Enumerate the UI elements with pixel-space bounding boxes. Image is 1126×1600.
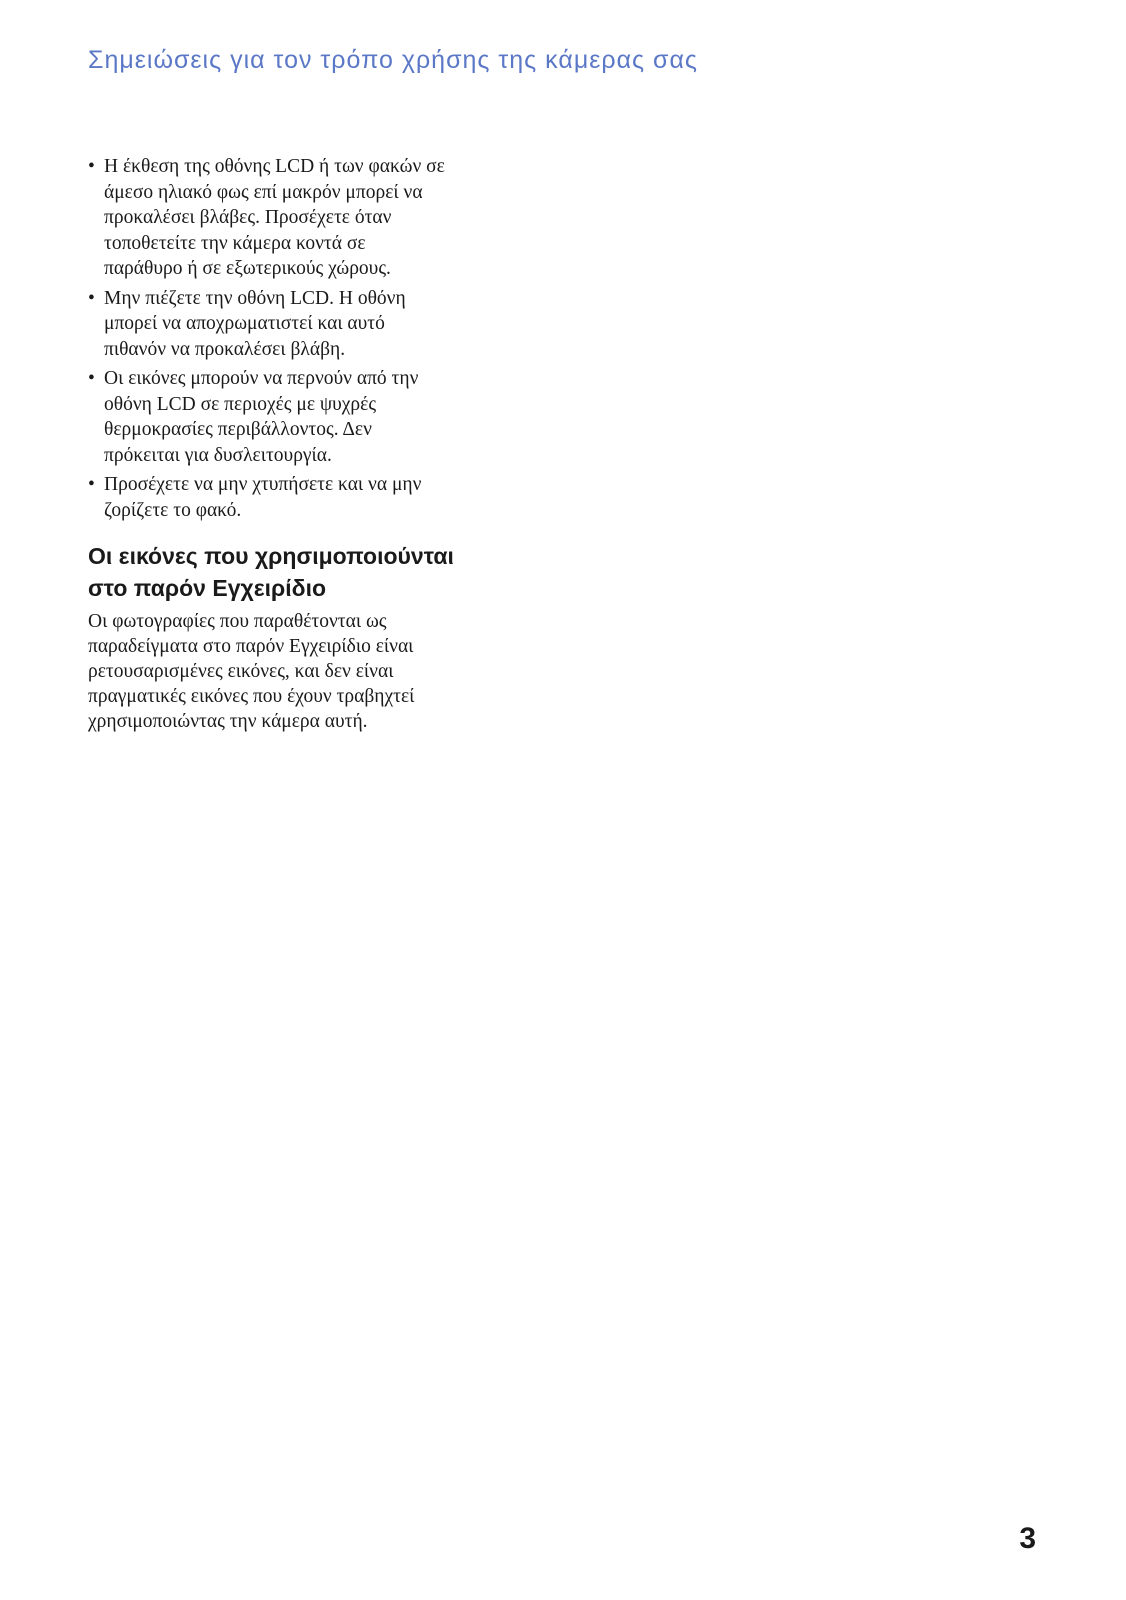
bullet-line: πιθανόν να προκαλέσει βλάβη. xyxy=(104,338,346,360)
bullet-line: άμεσο ηλιακό φως επί μακρόν μπορεί να xyxy=(104,181,423,203)
bullet-line: Προσέχετε να μην χτυπήσετε και να μην xyxy=(104,474,422,495)
bullet-line: πρόκειται για δυσλειτουργία. xyxy=(104,444,332,466)
section-body-line: πραγματικές εικόνες που έχουν τραβηχτεί xyxy=(88,686,415,707)
section-heading xyxy=(88,540,548,604)
notes-bullet-list xyxy=(88,154,548,527)
page-title: Σημειώσεις για τον τρόπο χρήσης της κάμερας σας xyxy=(88,46,698,74)
section-body-line: χρησιμοποιώντας την κάμερα αυτή. xyxy=(88,711,368,732)
section-heading-line: Οι εικόνες που χρησιμοποιούνται xyxy=(88,543,454,569)
bullet-line: προκαλέσει βλάβες. Προσέχετε όταν xyxy=(104,207,392,228)
bullet-line: παράθυρο ή σε εξωτερικούς χώρους. xyxy=(104,258,391,279)
bullet-line: θερμοκρασίες περιβάλλοντος. Δεν xyxy=(104,419,372,440)
bullet-dot: • xyxy=(88,287,95,309)
section-heading-line: στο παρόν Εγχειρίδιο xyxy=(88,575,327,601)
bullet-line: μπορεί να αποχρωματιστεί και αυτό xyxy=(104,313,385,334)
bullet-dot: • xyxy=(88,156,95,177)
section-body-line: ρετουσαρισμένες εικόνες, και δεν είναι xyxy=(88,661,394,682)
section-body-line: παραδείγματα στο παρόν Εγχειρίδιο είναι xyxy=(88,636,414,657)
bullet-dot: • xyxy=(88,368,95,389)
bullet-item xyxy=(88,286,548,363)
bullet-line: τοποθετείτε την κάμερα κοντά σε xyxy=(104,232,366,254)
bullet-item xyxy=(88,366,548,468)
bullet-line: Οι εικόνες μπορούν να περνούν από την xyxy=(104,368,419,389)
bullet-dot: • xyxy=(88,474,95,495)
bullet-line: ζορίζετε το φακό. xyxy=(104,499,242,521)
bullet-line: οθόνη LCD σε περιοχές με ψυχρές xyxy=(104,393,377,415)
bullet-item xyxy=(88,154,548,282)
bullet-item xyxy=(88,472,548,523)
section-body-line: Οι φωτογραφίες που παραθέτονται ως xyxy=(88,611,387,632)
bullet-line: Μην πιέζετε την οθόνη LCD. Η οθόνη xyxy=(104,287,406,309)
page-number: 3 xyxy=(1019,1522,1036,1555)
bullet-line: Η έκθεση της οθόνης LCD ή των φακών σε xyxy=(104,156,445,177)
section-body xyxy=(88,609,558,734)
